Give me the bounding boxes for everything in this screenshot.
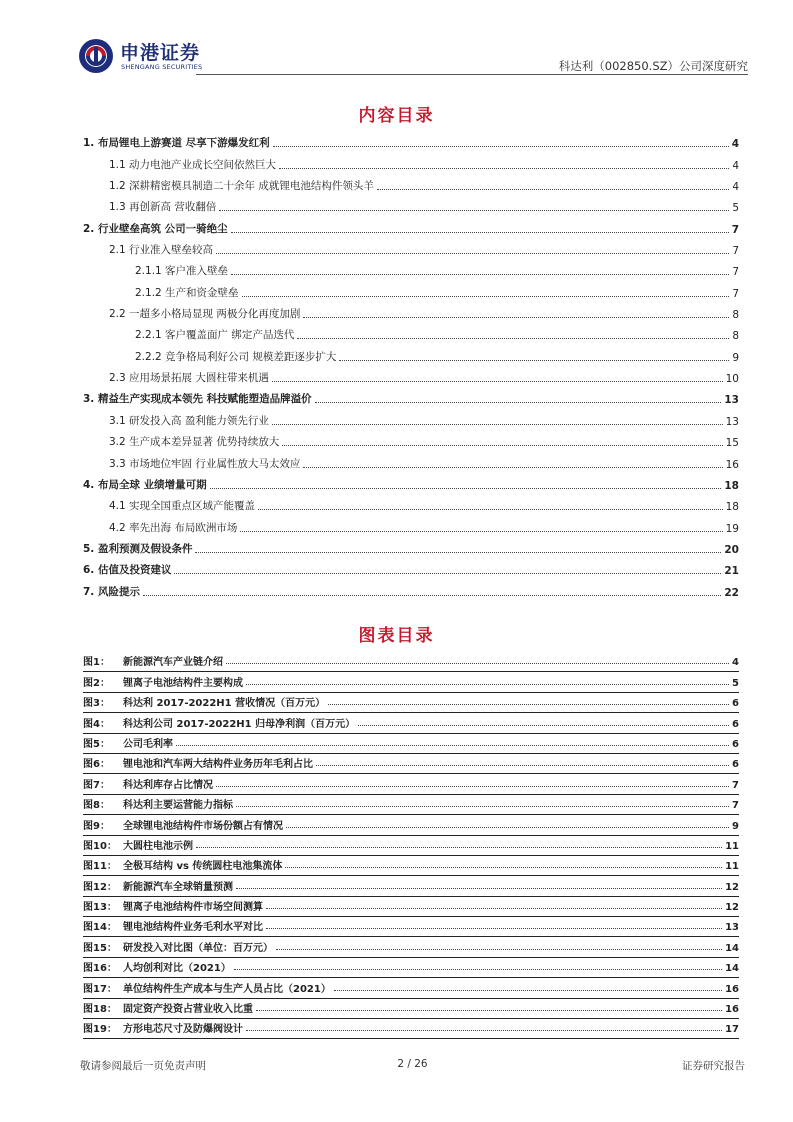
figure-entry-number: 图15： [83, 942, 117, 954]
dot-leader [272, 381, 723, 382]
figure-entry-page: 11 [725, 861, 739, 873]
dot-leader [316, 765, 729, 766]
figure-entry-page: 14 [725, 963, 739, 975]
toc-entry[interactable] [83, 559, 739, 580]
dot-leader [216, 786, 729, 787]
figure-entry-label: 单位结构件生产成本与生产人员占比（2021） [123, 983, 331, 995]
dot-leader [236, 806, 729, 807]
toc-title: 内容目录 [358, 106, 435, 126]
toc-entry-label: 1.1 动力电池产业成长空间依然巨大 [109, 158, 277, 171]
toc-entry-label: 2.2.2 竞争格局利好公司 规模差距逐步扩大 [135, 350, 337, 363]
report-type: 证券研究报告 [682, 1060, 745, 1072]
toc-entry-page: 5 [732, 202, 739, 215]
figure-entry-number: 图8： [83, 800, 110, 812]
dot-leader [315, 402, 722, 403]
toc-entry[interactable] [83, 132, 739, 153]
figure-entry-label: 全球锂电池结构件市场份额占有情况 [123, 820, 283, 832]
toc-entry-page: 18 [724, 479, 739, 492]
dot-leader [276, 949, 722, 950]
toc-entry-page: 7 [732, 266, 739, 279]
figure-entry-page: 17 [725, 1024, 739, 1036]
figure-entry[interactable] [83, 999, 739, 1019]
toc-entry-page: 4 [732, 181, 739, 194]
toc-entry-label: 2.1.2 生产和资金壁垒 [135, 286, 239, 299]
toc-entry-label: 2.2.1 客户覆盖面广 绑定产品迭代 [135, 329, 295, 342]
dot-leader [234, 969, 722, 970]
figure-entry-label: 锂电池和汽车两大结构件业务历年毛利占比 [123, 759, 313, 771]
figure-entry-number: 图7： [83, 779, 110, 791]
dot-leader [231, 274, 729, 275]
toc-entry[interactable] [83, 474, 739, 495]
figure-entry-number: 图16： [83, 963, 117, 975]
dot-leader [256, 1010, 722, 1011]
toc-entry[interactable] [83, 239, 739, 260]
figure-entry[interactable] [83, 713, 739, 733]
figure-entry-label: 固定资产投资占营业收入比重 [123, 1004, 253, 1016]
dot-leader [246, 684, 729, 685]
page-header [78, 34, 748, 76]
figure-entry[interactable] [83, 774, 739, 794]
toc-entry-label: 3.2 生产成本差异显著 优势持续放大 [109, 436, 280, 449]
dot-leader [242, 296, 730, 297]
toc-entry-label: 2.3 应用场景拓展 大圆柱带来机遇 [109, 372, 269, 385]
dot-leader [286, 827, 729, 828]
dot-leader [273, 146, 729, 147]
toc-entry[interactable] [83, 345, 739, 366]
figure-entry-label: 锂离子电池结构件市场空间测算 [123, 902, 263, 914]
figure-entry[interactable] [83, 836, 739, 856]
figure-entry[interactable] [83, 693, 739, 713]
toc-entry-page: 16 [725, 458, 739, 471]
figure-entry-page: 14 [725, 942, 739, 954]
toc-entry[interactable] [83, 367, 739, 388]
figure-entry-page: 11 [725, 840, 739, 852]
figure-entry-label: 大圆柱电池示例 [123, 840, 193, 852]
figure-list [83, 652, 739, 1039]
figure-entry-number: 图10： [83, 840, 117, 852]
figure-entry-number: 图14： [83, 922, 117, 934]
figure-entry-label: 科达利库存占比情况 [123, 779, 213, 791]
dot-leader [226, 663, 729, 664]
figure-entry-page: 7 [732, 800, 739, 812]
dot-leader [210, 488, 722, 489]
toc-entry-page: 8 [732, 309, 739, 322]
dot-leader [258, 509, 723, 510]
figure-entry-label: 新能源汽车产业链介绍 [123, 657, 223, 669]
figure-entry-label: 公司毛利率 [123, 738, 173, 750]
dot-leader [240, 531, 722, 532]
toc-entry[interactable] [83, 260, 739, 281]
dot-leader [297, 338, 729, 339]
dot-leader [196, 847, 722, 848]
disclaimer-note: 敬请参阅最后一页免责声明 [80, 1060, 206, 1072]
toc-entry-page: 18 [725, 501, 739, 514]
figure-entry-page: 7 [732, 779, 739, 791]
toc-entry-page: 7 [732, 245, 739, 258]
figure-entry-page: 13 [725, 922, 739, 934]
toc-entry[interactable] [83, 175, 739, 196]
figures-title: 图表目录 [358, 626, 435, 646]
dot-leader [339, 360, 729, 361]
dot-leader [174, 573, 721, 574]
figure-entry-number: 图4： [83, 718, 110, 730]
toc-entry[interactable] [83, 324, 739, 345]
figure-entry[interactable] [83, 978, 739, 998]
toc-entry[interactable] [83, 431, 739, 452]
toc-entry[interactable] [83, 580, 739, 601]
toc-entry-page: 8 [732, 330, 739, 343]
toc-entry[interactable] [83, 281, 739, 302]
figure-entry-page: 5 [732, 677, 739, 689]
dot-leader [358, 725, 729, 726]
figure-entry[interactable] [83, 958, 739, 978]
toc-entry-page: 7 [731, 223, 739, 236]
toc-entry[interactable] [83, 217, 739, 238]
figure-entry-number: 图5： [83, 738, 110, 750]
dot-leader [334, 990, 722, 991]
figure-entry-label: 全极耳结构 vs 传统圆柱电池集流体 [123, 861, 283, 873]
toc-entry-page: 21 [724, 565, 739, 578]
dot-leader [216, 253, 729, 254]
toc-entry-label: 2.1 行业准入壁垒较高 [109, 244, 214, 257]
figure-entry-page: 6 [732, 718, 739, 730]
toc-entry-label: 2. 行业壁垒高筑 公司一骑绝尘 [83, 222, 228, 235]
figure-entry-number: 图19： [83, 1024, 117, 1036]
toc-entry-page: 9 [732, 351, 739, 364]
figure-entry-page: 6 [732, 738, 739, 750]
header-divider [196, 74, 748, 75]
figure-entry-number: 图6： [83, 759, 110, 771]
toc-entry[interactable] [83, 196, 739, 217]
logo-text-en: SHENGANG SECURITIES [121, 63, 203, 71]
figure-entry-label: 科达利主要运营能力指标 [123, 800, 233, 812]
figure-entry-number: 图17： [83, 983, 117, 995]
toc-entry[interactable] [83, 495, 739, 516]
toc-entry[interactable] [83, 516, 739, 537]
figure-entry-label: 新能源汽车全球销量预测 [123, 881, 233, 893]
figure-entry-page: 6 [732, 698, 739, 710]
figure-entry-number: 图3： [83, 698, 110, 710]
dot-leader [282, 445, 722, 446]
toc-entry-label: 4.2 率先出海 布局欧洲市场 [109, 521, 238, 534]
dot-leader [266, 908, 722, 909]
toc-entry-page: 13 [725, 415, 739, 428]
figure-entry[interactable] [83, 1019, 739, 1039]
dot-leader [303, 317, 729, 318]
page-number: 2 / 26 [397, 1058, 428, 1070]
toc-entry[interactable] [83, 388, 739, 409]
dot-leader [285, 867, 722, 868]
toc-entry-page: 4 [732, 159, 739, 172]
dot-leader [377, 189, 729, 190]
dot-leader [328, 704, 729, 705]
figure-entry[interactable] [83, 917, 739, 937]
dot-leader [219, 210, 729, 211]
toc-entry-page: 19 [725, 522, 739, 535]
toc-entry[interactable] [83, 452, 739, 473]
toc-entry-label: 1.3 再创新高 营收翻倍 [109, 201, 217, 214]
figure-entry[interactable] [83, 734, 739, 754]
toc-entry-page: 10 [725, 373, 739, 386]
figure-entry[interactable] [83, 856, 739, 876]
figure-entry-page: 6 [732, 759, 739, 771]
figure-entry-page: 16 [725, 1004, 739, 1016]
toc-entry-label: 7. 风险提示 [83, 585, 140, 598]
figure-entry-number: 图11： [83, 861, 117, 873]
toc-entry-label: 6. 估值及投资建议 [83, 564, 172, 577]
dot-leader [236, 888, 722, 889]
dot-leader [266, 928, 722, 929]
figure-entry-number: 图13： [83, 902, 117, 914]
dot-leader [231, 232, 729, 233]
figure-entry-label: 锂电池结构件业务毛利水平对比 [123, 922, 263, 934]
toc-entry-page: 22 [724, 586, 739, 599]
dot-leader [176, 745, 729, 746]
figure-entry-page: 16 [725, 983, 739, 995]
dot-leader [246, 1030, 722, 1031]
dot-leader [195, 552, 721, 553]
figure-entry-label: 方形电芯尺寸及防爆阀设计 [123, 1024, 243, 1036]
figure-entry[interactable] [83, 897, 739, 917]
figure-entry-number: 图12： [83, 881, 117, 893]
toc-entry-label: 1.2 深耕精密模具制造二十余年 成就锂电池结构件领头羊 [109, 180, 374, 193]
toc-entry-page: 4 [731, 138, 739, 151]
figure-entry-page: 9 [732, 820, 739, 832]
figure-entry-label: 锂离子电池结构件主要构成 [123, 677, 243, 689]
figure-entry-label: 研发投入对比图（单位：百万元） [123, 942, 273, 954]
figure-entry[interactable] [83, 754, 739, 774]
toc-entry-label: 5. 盈利预测及假设条件 [83, 542, 193, 555]
dot-leader [143, 595, 721, 596]
report-title: 科达利（002850.SZ）公司深度研究 [558, 59, 748, 73]
toc-entry-label: 3.1 研发投入高 盈利能力领先行业 [109, 414, 269, 427]
figure-entry-page: 4 [732, 657, 739, 669]
figure-entry[interactable] [83, 795, 739, 815]
toc-entry-label: 3.3 市场地位牢固 行业属性放大马太效应 [109, 457, 301, 470]
figure-entry-number: 图2： [83, 677, 110, 689]
figure-entry-number: 图9： [83, 820, 110, 832]
figure-entry-label: 人均创利对比（2021） [123, 963, 231, 975]
toc-entry-page: 20 [724, 543, 739, 556]
figure-entry[interactable] [83, 672, 739, 692]
dot-leader [303, 467, 722, 468]
toc-entry[interactable] [83, 153, 739, 174]
figure-entry-page: 12 [725, 902, 739, 914]
toc-entry[interactable] [83, 303, 739, 324]
toc-entry-page: 13 [724, 394, 739, 407]
logo-text-cn: 申港证券 [120, 42, 201, 64]
figure-entry-number: 图1： [83, 657, 110, 669]
toc-entry-label: 2.2 一超多小格局显现 两极分化再度加剧 [109, 308, 301, 321]
toc-entry-label: 3. 精益生产实现成本领先 科技赋能塑造品牌溢价 [83, 393, 312, 406]
figure-entry-number: 图18： [83, 1004, 117, 1016]
toc-entry-label: 4. 布局全球 业绩增量可期 [83, 478, 207, 491]
figure-entry[interactable] [83, 937, 739, 957]
toc-entry-label: 1. 布局锂电上游赛道 尽享下游爆发红利 [83, 137, 270, 150]
figure-entry-page: 12 [725, 881, 739, 893]
toc-entry-label: 4.1 实现全国重点区域产能覆盖 [109, 500, 256, 513]
company-logo-icon [78, 38, 114, 74]
toc-entry[interactable] [83, 538, 739, 559]
figure-entry-label: 科达利 2017-2022H1 营收情况（百万元） [123, 698, 326, 710]
toc-entry[interactable] [83, 409, 739, 430]
dot-leader [279, 168, 729, 169]
figure-entry-label: 科达利公司 2017-2022H1 归母净利润（百万元） [123, 718, 356, 730]
figure-entry[interactable] [83, 652, 739, 672]
toc-entry-label: 2.1.1 客户准入壁垒 [135, 265, 229, 278]
toc-entry-page: 15 [725, 437, 739, 450]
toc-list [83, 132, 739, 602]
figure-entry[interactable] [83, 815, 739, 835]
figure-entry[interactable] [83, 876, 739, 896]
dot-leader [272, 424, 723, 425]
toc-entry-page: 7 [732, 287, 739, 300]
